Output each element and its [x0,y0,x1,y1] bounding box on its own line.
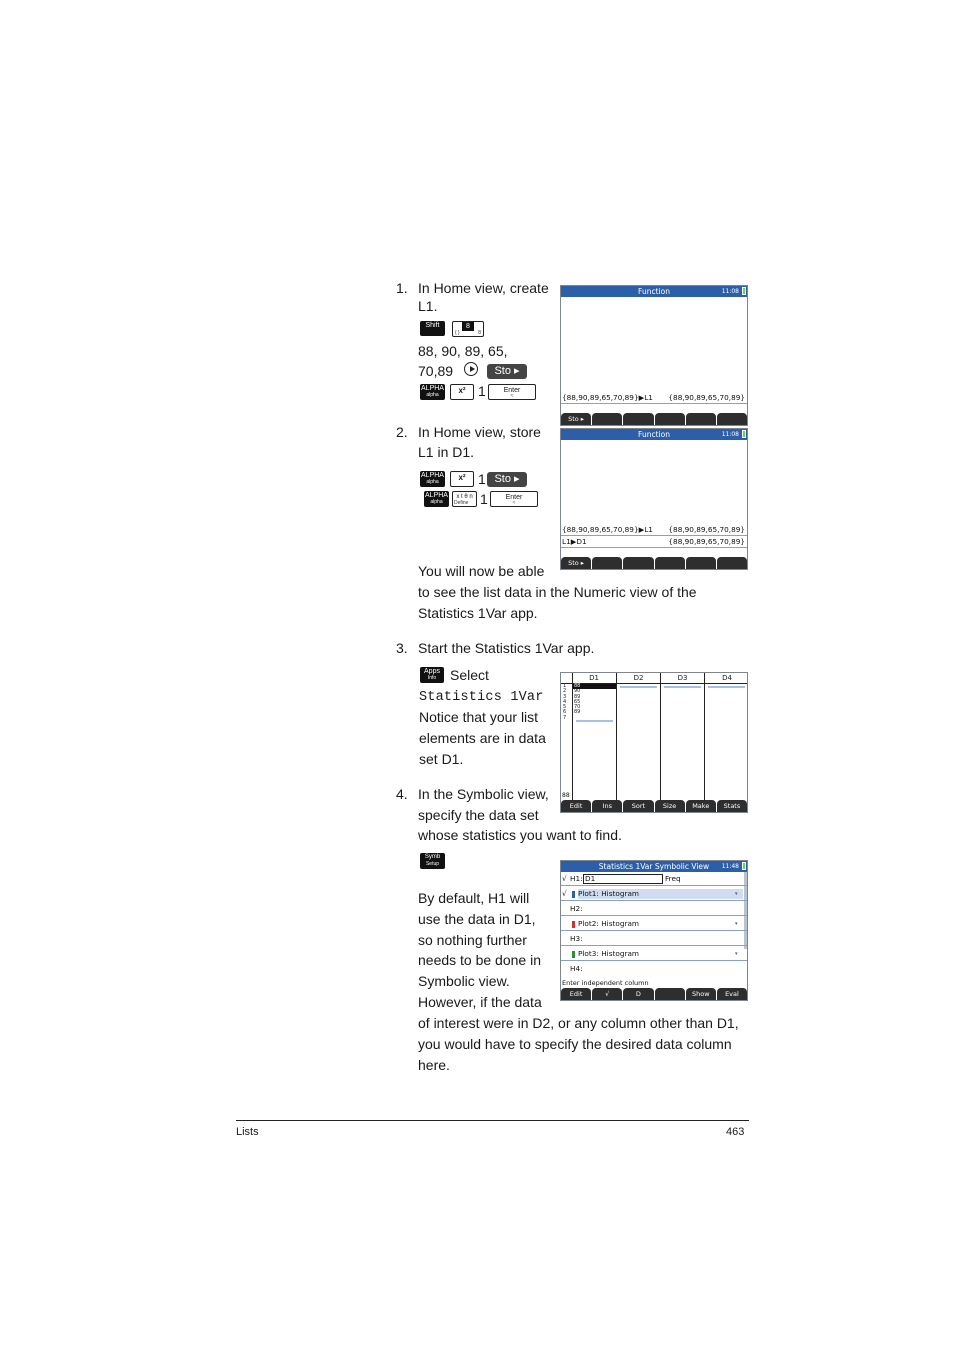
history-entry: {88,90,89,65,70,89}▶L1 [562,525,653,534]
step-2-digit-2: 1 [480,491,488,507]
eight-key-icon: 8 { } 8 [452,321,484,337]
dropdown-icon[interactable]: ▾ [735,891,738,897]
softkey-6[interactable] [717,413,747,425]
alpha-key-icon: ALPHA alpha [421,472,444,485]
shift-key-icon: Shift [420,321,445,336]
table-cell-selected[interactable]: 88 [573,684,616,689]
screen-title-bar: Function 11:08 [561,286,747,297]
softkey-size[interactable]: Size [655,800,685,812]
step-4-line-3: whose statistics you want to find. [418,827,622,843]
softkey-3[interactable] [623,557,653,569]
softkey-5[interactable] [686,557,716,569]
step-2-line-1: In Home view, store [418,424,541,440]
plot1-color-swatch [572,891,575,898]
table-cell[interactable]: 90 [574,688,581,695]
softkey-bar [561,800,747,812]
note-line-1: You will now be able [418,563,545,579]
plot2-row[interactable]: Plot2: Histogram [578,919,640,928]
screen-title-bar: Statistics 1Var Symbolic View 11:48 [561,861,747,872]
softkey-4[interactable] [655,413,685,425]
step-4-body-2: use the data in D1, [418,911,536,927]
history-entry: {88,90,89,65,70,89}▶L1 [562,393,653,402]
screen-numeric-view [560,672,748,813]
enter-key-icon: Enter ≈ [490,491,538,507]
alpha-key-icon: ALPHA alpha [425,492,448,505]
battery-icon [742,862,746,870]
dropdown-icon[interactable]: ▾ [735,951,738,957]
column-header-d4[interactable]: D4 [722,674,732,682]
x-squared-key-icon: x² [450,384,474,400]
softkey-d[interactable]: D [623,988,653,1000]
softkey-3[interactable] [623,413,653,425]
table-cell[interactable]: 89 [574,693,581,700]
step-4-body-8: you would have to specify the desired data column [418,1036,732,1052]
step-4-body-1: By default, H1 will [418,890,530,906]
softkey-edit[interactable]: Edit [561,800,591,812]
step-3-number: 3. [396,640,408,656]
step-3-select: Select [450,667,489,683]
sto-key-icon: Sto ▸ [487,364,527,379]
softkey-4[interactable] [655,988,685,1000]
step-1-data-line-2: 70,89 [418,363,454,379]
edit-line: 88 [562,792,570,799]
row-numbers: 1 2 3 4 5 6 7 [563,683,567,721]
step-2-number: 2. [396,424,408,440]
plot3-row[interactable]: Plot3: Histogram [578,949,640,958]
h1-data-field[interactable]: D1 [583,874,663,884]
h1-label: H1: [570,874,583,883]
screen-title-bar: Function 11:08 [561,429,747,440]
step-4-line-2: specify the data set [418,807,539,823]
check-mark[interactable]: √ [562,874,567,883]
softkey-6[interactable] [717,557,747,569]
history-result: {88,90,89,65,70,89} [668,525,745,534]
step-4-body-7: of interest were in D2, or any column other than D1, [418,1015,739,1031]
softkey-make[interactable]: Make [686,800,716,812]
softkey-sort[interactable]: Sort [623,800,653,812]
softkey-5[interactable] [686,413,716,425]
column-header-d1[interactable]: D1 [572,673,617,683]
dropdown-icon[interactable]: ▾ [735,921,738,927]
history-entry: L1▶D1 [562,537,587,546]
screen-home-view-1 [560,285,748,426]
step-2-line-2: L1 in D1. [418,444,475,460]
softkey-bar [561,557,747,569]
step-3-line-4: set D1. [419,751,464,767]
softkey-eval[interactable]: Eval [717,988,747,1000]
step-4-body-5: Symbolic view. [418,973,510,989]
softkey-bar [561,413,747,425]
step-1-data-line-1: 88, 90, 89, 65, [418,343,508,359]
screen-home-view-2 [560,428,748,570]
step-1-line-2: L1. [418,298,438,314]
plot1-row[interactable]: Plot1: Histogram [578,889,743,899]
step-1-digit: 1 [478,383,486,399]
h3-label: H3: [570,934,583,943]
softkey-bar [561,988,747,1000]
table-cell[interactable]: 65 [574,698,581,705]
page-number: 463 [726,1126,745,1138]
step-2-digit-1: 1 [478,471,486,487]
step-4-number: 4. [396,786,408,802]
softkey-stats[interactable]: Stats [717,800,747,812]
table-cell[interactable]: 70 [574,704,581,711]
step-4-body-4: needs to be done in [418,952,541,968]
plot2-color-swatch [572,921,575,928]
step-1-number: 1. [396,280,408,296]
step-4-body-9: here. [418,1057,450,1073]
battery-icon [742,287,746,295]
softkey-sto[interactable]: Sto ▸ [561,557,591,569]
screen-symbolic-view [560,860,748,1001]
alpha-key-icon: ALPHA alpha [421,385,444,398]
step-3-line-3: elements are in data [419,730,546,746]
history-result: {88,90,89,65,70,89} [668,393,745,402]
d1-values [573,684,616,716]
softkey-ins[interactable]: Ins [592,800,622,812]
scrollbar[interactable] [744,872,747,949]
column-header-d2[interactable]: D2 [617,673,661,683]
check-mark[interactable]: √ [562,889,567,898]
step-4-body-3: so nothing further [418,932,527,948]
right-arrow-key-icon [464,362,478,376]
step-3-app-name: Statistics 1Var [419,690,544,705]
step-3-line-2: Notice that your list [419,709,539,725]
enter-key-icon: Enter ≈ [488,384,536,400]
table-cell[interactable]: 89 [574,709,581,716]
footer-rule [236,1120,749,1121]
softkey-check[interactable]: √ [592,988,622,1000]
xtn-key-icon: x t θ n Define [452,491,477,507]
apps-key-icon: Apps Info [420,667,444,683]
step-1-line-1: In Home view, create [418,280,549,296]
status-hint: Enter independent column [562,979,649,987]
note-line-3: Statistics 1Var app. [418,605,538,621]
softkey-2[interactable] [592,413,622,425]
symb-key-icon: Symb Setup [420,853,445,869]
step-4-body-6: However, if the data [418,994,542,1010]
history-result: {88,90,89,65,70,89} [668,537,745,546]
softkey-show[interactable]: Show [686,988,716,1000]
plot3-color-swatch [572,951,575,958]
h4-label: H4: [570,964,583,973]
column-header-d3[interactable]: D3 [661,673,705,683]
footer-section: Lists [236,1126,259,1138]
softkey-2[interactable] [592,557,622,569]
note-line-2: to see the list data in the Numeric view of the [418,584,697,600]
softkey-4[interactable] [655,557,685,569]
h1-freq-field[interactable]: Freq [665,874,681,883]
sto-key-icon: Sto ▸ [487,472,527,487]
step-3-line-1: Start the Statistics 1Var app. [418,640,595,656]
battery-icon [742,430,746,438]
x-squared-key-icon: x² [450,471,474,487]
step-4-line-1: In the Symbolic view, [418,786,549,802]
softkey-edit[interactable]: Edit [561,988,591,1000]
h2-label: H2: [570,904,583,913]
softkey-sto[interactable]: Sto ▸ [561,413,591,425]
